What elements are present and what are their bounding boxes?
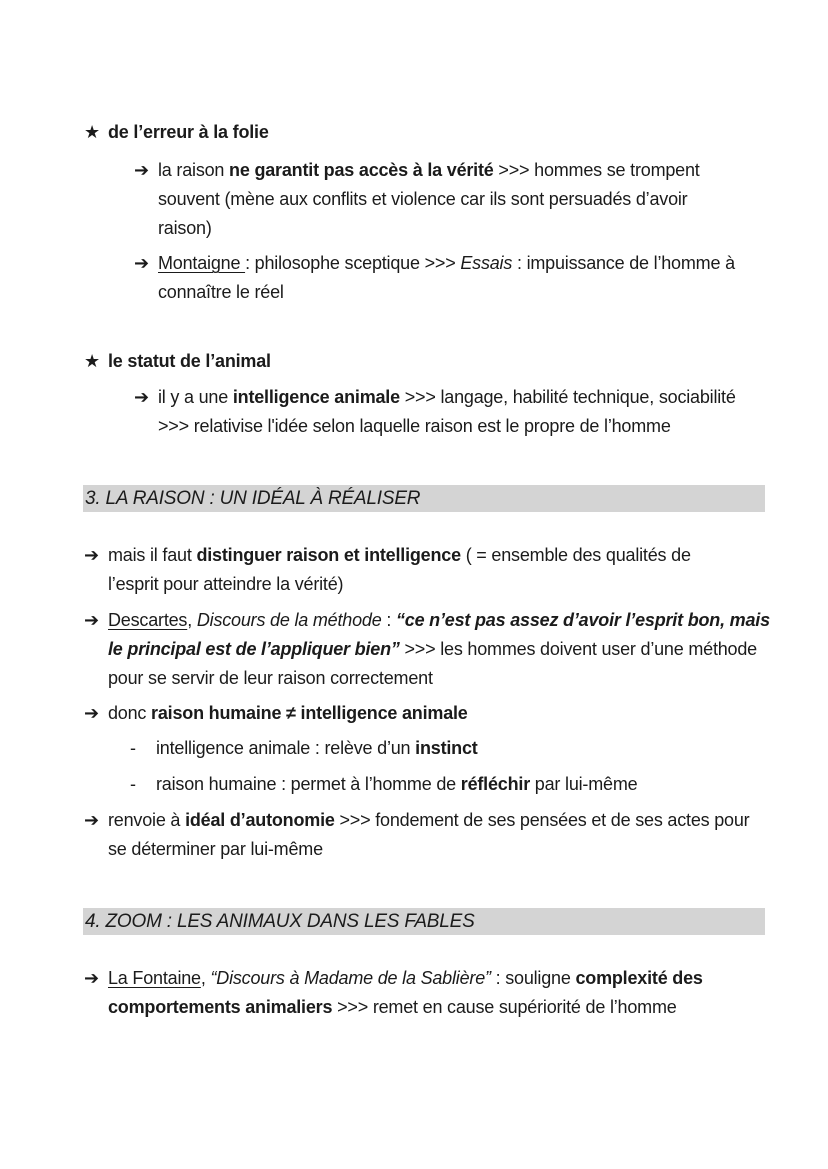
arrow-icon: ➔ [84,810,99,830]
arrow-icon: ➔ [84,610,99,630]
star-icon: ★ [84,351,100,371]
subheading-statut-animal [84,347,271,376]
arrow-icon: ➔ [84,968,99,988]
para-donc: ➔ donc raison humaine ≠ intelligence animale [84,699,468,728]
para-distinguer: ➔ mais il faut distinguer raison et intelligence ( = ensemble des qualités de l’esprit pour atteindre la vérité) [84,541,691,599]
bullet-montaigne: ➔ Montaigne : philosophe sceptique >>> Essais : impuissance de l’homme à connaître le réel [134,249,735,307]
arrow-icon: ➔ [84,545,99,565]
section-heading-4: 4. ZOOM : LES ANIMAUX DANS LES FABLES [83,908,765,935]
arrow-icon: ➔ [134,387,149,407]
dash-item-instinct: - intelligence animale : relève d’un instinct [130,738,478,758]
para-la-fontaine: ➔ La Fontaine, “Discours à Madame de la Sablière” : souligne complexité des comportements animaliers >>> remet en cause supériorité de l’homme [84,964,703,1022]
bullet-raison-verite: ➔ la raison ne garantit pas accès à la vérité >>> hommes se trompent souvent (mène aux conflits et violence car ils sont persuadés d’avoir raison) [134,156,700,243]
arrow-icon: ➔ [134,160,149,180]
para-descartes: ➔ Descartes, Discours de la méthode : “ce n’est pas assez d’avoir l’esprit bon, mais le principal est de l’appliquer bien” >>> les hommes doivent user d’une méthode pour se servir de leur raison correctement [84,606,770,693]
para-autonomie: ➔ renvoie à idéal d’autonomie >>> fondement de ses pensées et de ses actes pour se déterminer par lui-même [84,806,749,864]
arrow-icon: ➔ [134,253,149,273]
dash-item-reflechir: - raison humaine : permet à l’homme de réfléchir par lui-même [130,774,638,794]
subheading-text: le statut de l’animal [108,351,271,371]
subheading-erreur-folie [84,118,269,147]
bullet-intelligence-animale: ➔ il y a une intelligence animale >>> langage, habilité technique, sociabilité >>> relativise l'idée selon laquelle raison est le propre de l’homme [134,383,736,441]
arrow-icon: ➔ [84,703,99,723]
section-heading-3: 3. LA RAISON : UN IDÉAL À RÉALISER [83,485,765,512]
star-icon: ★ [84,122,100,142]
subheading-text: de l’erreur à la folie [108,122,269,142]
